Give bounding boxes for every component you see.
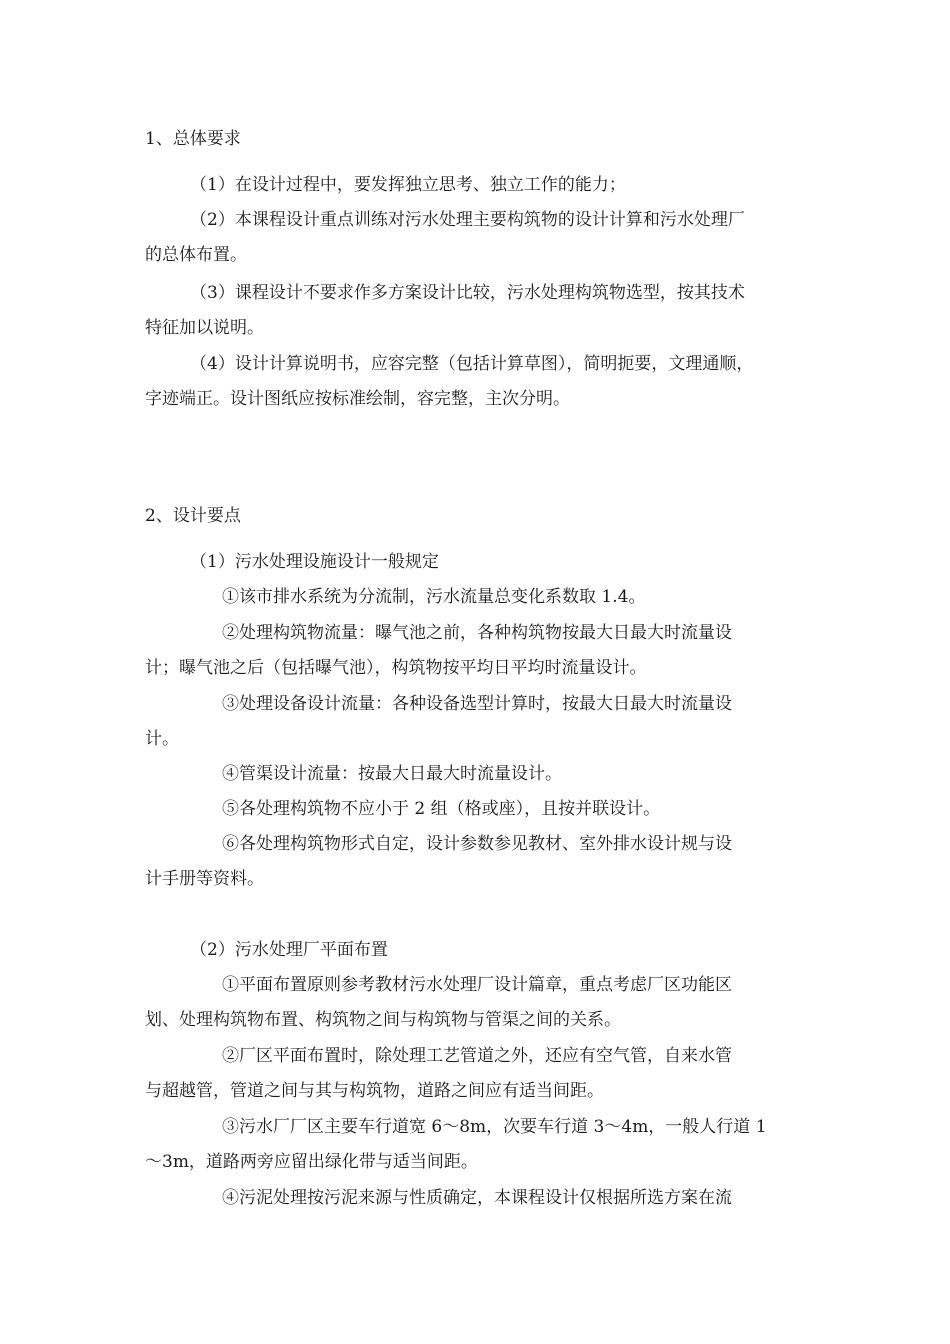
paragraph-line: （4）设计计算说明书，应容完整（包括计算草图），简明扼要，文理通顺， [190, 354, 754, 374]
paragraph-line: 计；曝气池之后（包括曝气池），构筑物按平均日平均时流量设计。 [145, 658, 647, 678]
paragraph-line: 计。 [145, 729, 179, 749]
paragraph-line: ③污水厂厂区主要车行道宽 6～8m，次要车行道 3～4m，一般人行道 1 [222, 1117, 767, 1137]
section-heading: 2、设计要点 [145, 506, 241, 526]
paragraph-line: 与超越管，管道之间与其与构筑物，道路之间应有适当间距。 [145, 1081, 604, 1101]
paragraph-line: ④管渠设计流量：按最大日最大时流量设计。 [222, 764, 562, 784]
paragraph-line: ①该市排水系统为分流制，污水流量总变化系数取 1.4。 [222, 587, 646, 607]
paragraph-line: 字迹端正。设计图纸应按标准绘制，容完整，主次分明。 [145, 389, 570, 409]
paragraph-line: （3）课程设计不要求作多方案设计比较，污水处理构筑物选型，按其技术 [190, 283, 745, 303]
section-heading: 1、总体要求 [145, 129, 241, 149]
paragraph-line: ④污泥处理按污泥来源与性质确定，本课程设计仅根据所选方案在流 [222, 1188, 732, 1208]
paragraph-line: ③处理设备设计流量：各种设备选型计算时，按最大日最大时流量设 [222, 694, 732, 714]
paragraph-line: 计手册等资料。 [145, 869, 264, 889]
paragraph-line: 的总体布置。 [145, 245, 247, 265]
paragraph-line: ①平面布置原则参考教材污水处理厂设计篇章，重点考虑厂区功能区 [222, 975, 732, 995]
paragraph-line: 特征加以说明。 [145, 318, 264, 338]
subsection-title: （2）污水处理厂平面布置 [190, 940, 388, 960]
subsection-title: （1）污水处理设施设计一般规定 [190, 552, 439, 572]
paragraph-line: ②厂区平面布置时，除处理工艺管道之外，还应有空气管，自来水管 [222, 1046, 732, 1066]
paragraph-line: 划、处理构筑物布置、构筑物之间与构筑物与管渠之间的关系。 [145, 1010, 621, 1030]
paragraph-line: ⑤各处理构筑物不应小于 2 组（格或座），且按并联设计。 [222, 799, 661, 819]
paragraph-line: ②处理构筑物流量：曝气池之前，各种构筑物按最大日最大时流量设 [222, 623, 732, 643]
paragraph-line: （1）在设计过程中，要发挥独立思考、独立工作的能力； [190, 175, 626, 195]
paragraph-line: （2）本课程设计重点训练对污水处理主要构筑物的设计计算和污水处理厂 [190, 210, 745, 230]
paragraph-line: ～3m，道路两旁应留出绿化带与适当间距。 [145, 1152, 478, 1172]
paragraph-line: ⑥各处理构筑物形式自定，设计参数参见教材、室外排水设计规与设 [222, 834, 732, 854]
